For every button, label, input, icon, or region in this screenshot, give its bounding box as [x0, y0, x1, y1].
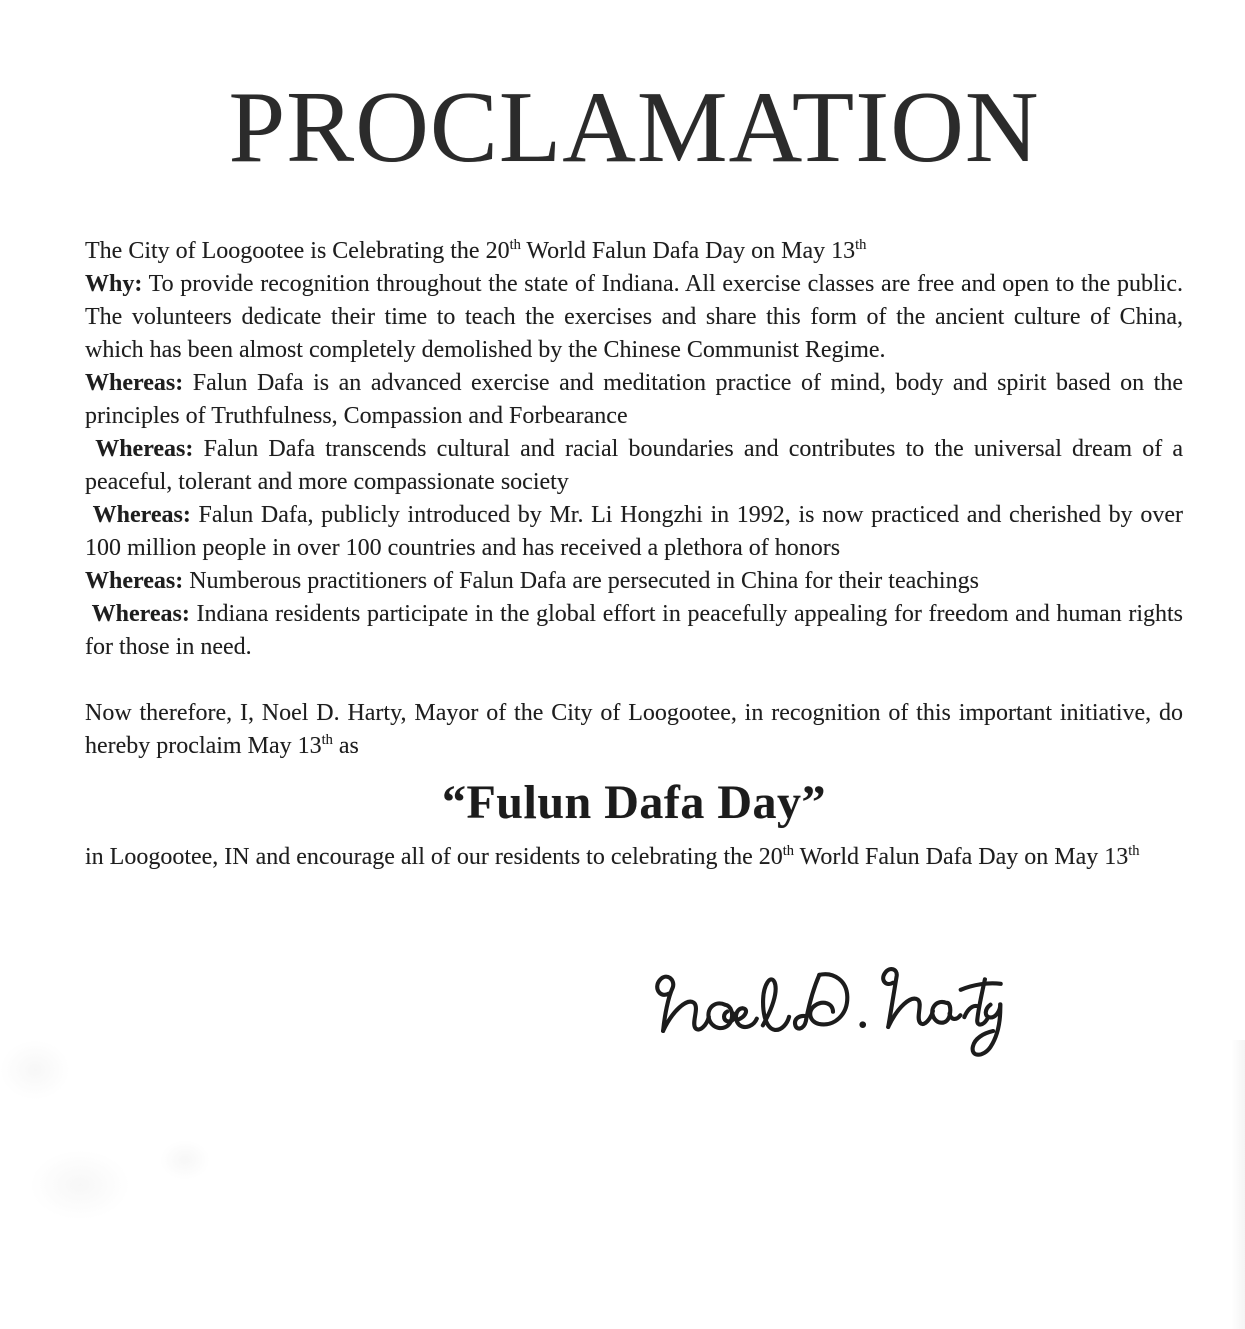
document-title: PROCLAMATION: [228, 71, 1040, 184]
text-run: Falun Dafa, publicly introduced by Mr. Li Hongzhi in 1992, is now practiced and cherished by over 100 million people in over 100 countries and has received a plethora of honors: [85, 502, 1189, 561]
document-body: [85, 235, 1190, 1068]
text-run: The City of Loogootee is Celebrating the 20: [85, 238, 510, 264]
superscript-text: th: [321, 732, 333, 748]
superscript-text: th: [782, 843, 795, 859]
day-heading: “Fulun Dafa Day”: [441, 776, 827, 829]
paragraph: [85, 433, 1190, 499]
bold-text: Whereas:: [85, 436, 194, 462]
paragraph: [85, 235, 1183, 268]
bold-text: Why:: [85, 271, 143, 297]
paragraph: [85, 598, 1190, 664]
scan-smudge: [30, 1150, 130, 1220]
text-run: World Falun Dafa Day on May 13: [520, 238, 856, 264]
superscript-text: th: [509, 237, 521, 253]
paragraph: [85, 697, 1189, 763]
bold-text: Whereas:: [85, 502, 191, 528]
text-run: To provide recognition throughout the state of Indiana. All exercise classes are free and open to the public. The volunteers dedicate their time to teach the exercises and share this form of the ancient culture of China, which has been almost completely demolished by the Chinese Communist Regime.: [85, 271, 1189, 363]
superscript-text: th: [1128, 843, 1140, 859]
bold-text: Whereas:: [85, 370, 184, 396]
document-content: [0, 71, 1245, 1068]
scan-edge-shading: [1231, 1040, 1245, 1329]
bold-text: Whereas:: [85, 568, 184, 594]
scan-smudge: [160, 1140, 210, 1180]
intro-paragraphs: [85, 235, 1190, 664]
text-run: Indiana residents participate in the global effort in peacefully appealing for freedom and human rights for those in need.: [85, 601, 1190, 660]
text-run: Falun Dafa transcends cultural and racial boundaries and contributes to the universal dream of a peaceful, tolerant and more compassionate society: [85, 436, 1190, 495]
paragraph: [85, 268, 1189, 367]
text-run: Falun Dafa is an advanced exercise and meditation practice of mind, body and spirit based on the principles of Truthfulness, Compassion and Forbearance: [85, 370, 1189, 429]
signature: [641, 948, 1013, 1068]
superscript-text: th: [855, 237, 867, 253]
text-run: Now therefore, I, Noel D. Harty, Mayor of the City of Loogootee, in recognition of this important initiative, do hereby proclaim May 13: [85, 700, 1189, 759]
proclaim-paragraph: [85, 697, 1189, 763]
bold-text: Whereas:: [85, 601, 190, 627]
text-run: in Loogootee, IN and encourage all of our residents to celebrating the 20: [85, 844, 783, 870]
paragraph: [85, 565, 1183, 598]
paragraph: [85, 499, 1189, 565]
paragraph: [85, 841, 1183, 874]
signature-handwriting-icon: [640, 943, 1015, 1071]
closing-paragraph: [85, 841, 1183, 874]
text-run: as: [332, 733, 359, 759]
text-run: World Falun Dafa Day on May 13: [794, 844, 1129, 870]
text-run: Numberous practitioners of Falun Dafa are persecuted in China for their teachings: [183, 568, 979, 594]
paragraph: [85, 367, 1189, 433]
